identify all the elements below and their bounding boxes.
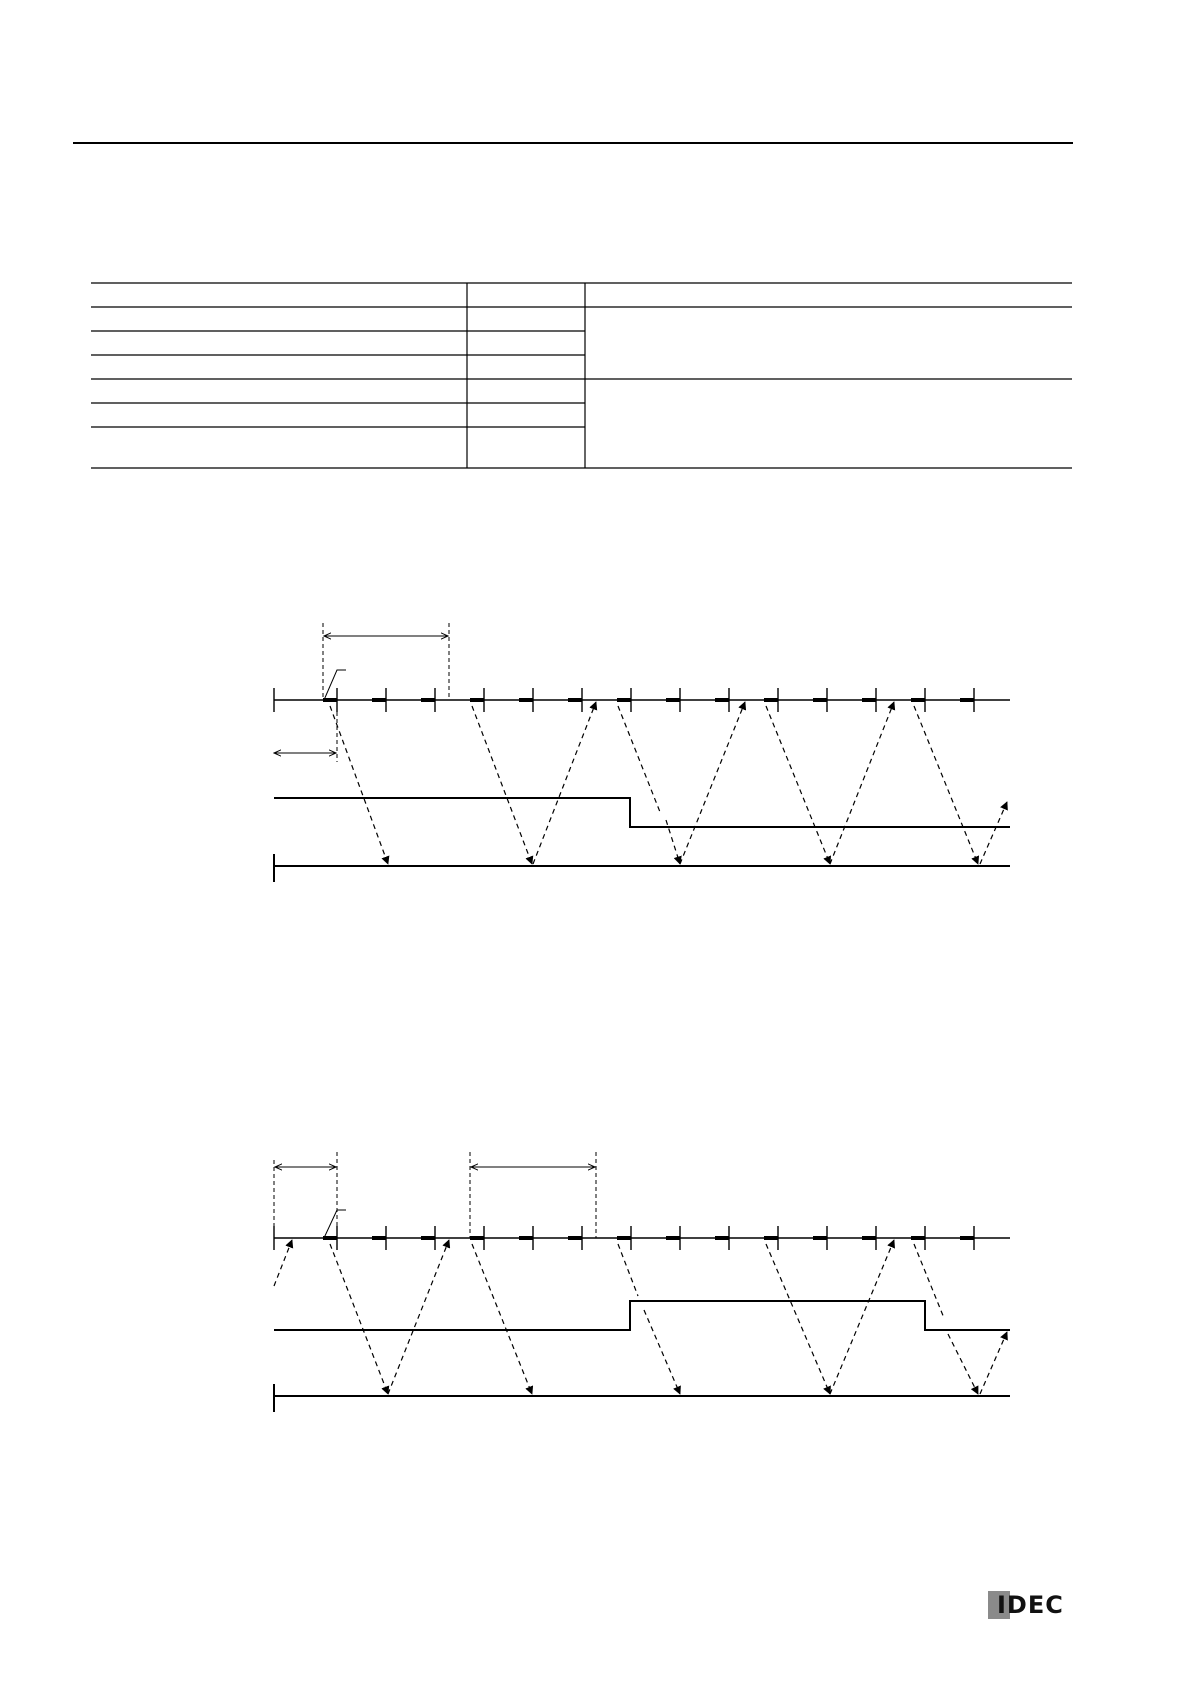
signal-waveform [274,1301,1010,1330]
device-timeline [274,854,1010,882]
signal-waveform [274,798,1010,827]
spec-table [0,0,1190,500]
callout-leader [324,670,346,700]
timing-diagram-1 [0,600,1190,900]
callout-leader [324,1210,346,1238]
timing-diagram-2 [0,1130,1190,1430]
brand-logo [988,1591,1076,1619]
transfer-arrows [330,702,1007,864]
logo-text: IDEC [997,1591,1064,1619]
transfer-arrows [274,1240,1007,1394]
device-timeline [274,1384,1010,1412]
